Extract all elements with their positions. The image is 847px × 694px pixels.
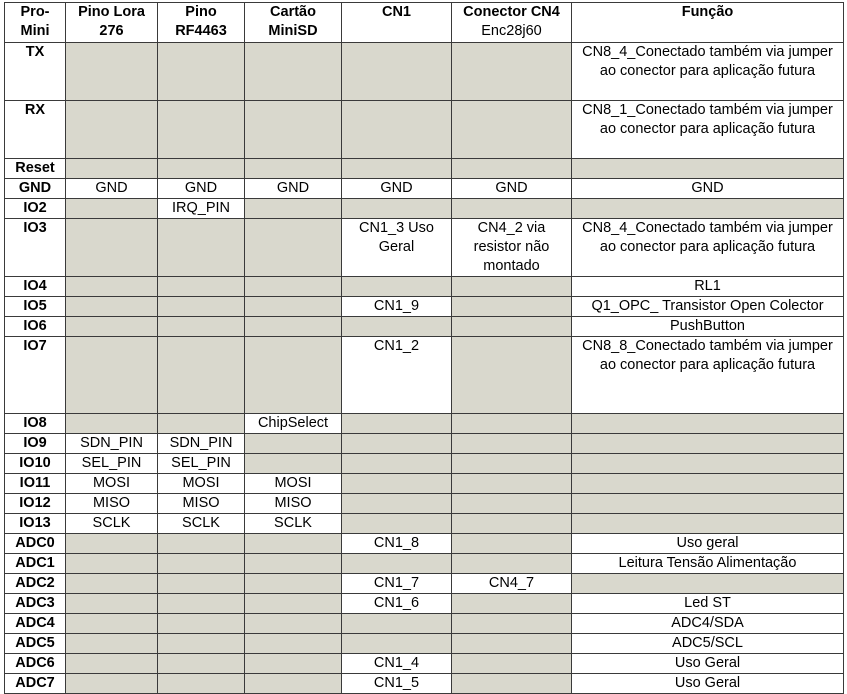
table-row xyxy=(5,474,844,494)
pin-label: ADC3 xyxy=(5,594,66,614)
cell-minisd xyxy=(245,199,342,219)
cell-funcao: Led ST xyxy=(572,594,844,614)
table-row xyxy=(5,199,844,219)
cell-funcao: CN8_4_Conectado também via jumper ao conector para aplicação futura xyxy=(572,219,844,277)
cell-funcao xyxy=(572,514,844,534)
cell-funcao xyxy=(572,474,844,494)
cell-rf4463: SCLK xyxy=(158,514,245,534)
cell-lora xyxy=(66,277,158,297)
cell-lora: SDN_PIN xyxy=(66,434,158,454)
cell-cn1 xyxy=(342,514,452,534)
pin-label: IO11 xyxy=(5,474,66,494)
cell-funcao: CN8_8_Conectado também via jumper ao conector para aplicação futura xyxy=(572,337,844,414)
cell-rf4463 xyxy=(158,634,245,654)
pinout-table xyxy=(4,2,844,694)
cell-lora xyxy=(66,654,158,674)
cell-lora: MOSI xyxy=(66,474,158,494)
cell-cn4 xyxy=(452,414,572,434)
cell-minisd xyxy=(245,614,342,634)
cell-minisd xyxy=(245,219,342,277)
table-row xyxy=(5,414,844,434)
cell-cn1 xyxy=(342,474,452,494)
pin-label: ADC1 xyxy=(5,554,66,574)
cell-cn4 xyxy=(452,674,572,694)
cell-rf4463 xyxy=(158,534,245,554)
table-row xyxy=(5,159,844,179)
cell-minisd: SCLK xyxy=(245,514,342,534)
cell-minisd xyxy=(245,317,342,337)
header-funcao xyxy=(572,3,844,43)
cell-minisd xyxy=(245,594,342,614)
cell-minisd xyxy=(245,277,342,297)
cell-cn4: CN4_7 xyxy=(452,574,572,594)
cell-cn4 xyxy=(452,634,572,654)
table-row xyxy=(5,654,844,674)
cell-lora xyxy=(66,674,158,694)
table-row xyxy=(5,297,844,317)
table-row xyxy=(5,43,844,101)
cell-rf4463 xyxy=(158,654,245,674)
cell-cn1 xyxy=(342,159,452,179)
cell-rf4463 xyxy=(158,159,245,179)
header-label-line: 276 xyxy=(99,23,124,39)
cell-funcao: CN8_1_Conectado também via jumper ao conector para aplicação futura xyxy=(572,101,844,159)
pin-label: IO12 xyxy=(5,494,66,514)
cell-cn1: CN1_2 xyxy=(342,337,452,414)
cell-funcao: PushButton xyxy=(572,317,844,337)
cell-funcao xyxy=(572,454,844,474)
cell-cn1 xyxy=(342,554,452,574)
cell-funcao: ADC4/SDA xyxy=(572,614,844,634)
cell-cn4 xyxy=(452,317,572,337)
cell-minisd: ChipSelect xyxy=(245,414,342,434)
cell-lora xyxy=(66,101,158,159)
header-sublabel: Enc28j60 xyxy=(481,23,542,39)
cell-cn4 xyxy=(452,337,572,414)
header-minisd xyxy=(245,3,342,43)
cell-funcao xyxy=(572,494,844,514)
cell-rf4463 xyxy=(158,674,245,694)
cell-lora xyxy=(66,574,158,594)
pin-label: Reset xyxy=(5,159,66,179)
cell-rf4463 xyxy=(158,317,245,337)
cell-lora xyxy=(66,554,158,574)
cell-rf4463 xyxy=(158,277,245,297)
cell-cn1: CN1_4 xyxy=(342,654,452,674)
cell-cn1: CN1_8 xyxy=(342,534,452,554)
cell-funcao: CN8_4_Conectado também via jumper ao conector para aplicação futura xyxy=(572,43,844,101)
cell-cn1 xyxy=(342,494,452,514)
cell-funcao: Uso Geral xyxy=(572,654,844,674)
table-row xyxy=(5,101,844,159)
cell-minisd xyxy=(245,554,342,574)
cell-minisd: MISO xyxy=(245,494,342,514)
cell-rf4463 xyxy=(158,297,245,317)
cell-funcao xyxy=(572,199,844,219)
table-row xyxy=(5,494,844,514)
cell-minisd xyxy=(245,101,342,159)
header-label-line: Conector CN4 xyxy=(463,4,560,20)
cell-lora xyxy=(66,634,158,654)
cell-lora xyxy=(66,414,158,434)
header-label-line: RF4463 xyxy=(175,23,227,39)
table-row xyxy=(5,454,844,474)
pin-label: ADC5 xyxy=(5,634,66,654)
cell-cn1: CN1_5 xyxy=(342,674,452,694)
pin-label: IO6 xyxy=(5,317,66,337)
cell-rf4463: IRQ_PIN xyxy=(158,199,245,219)
cell-funcao: Uso Geral xyxy=(572,674,844,694)
table-row xyxy=(5,554,844,574)
cell-minisd xyxy=(245,43,342,101)
header-label-line: Pino xyxy=(185,4,217,20)
header-label-line: Função xyxy=(681,4,734,20)
cell-cn4 xyxy=(452,554,572,574)
cell-rf4463 xyxy=(158,337,245,414)
pin-label: TX xyxy=(5,43,66,101)
cell-minisd xyxy=(245,337,342,414)
cell-rf4463 xyxy=(158,43,245,101)
header-cn1 xyxy=(342,3,452,43)
cell-cn1 xyxy=(342,414,452,434)
table-row xyxy=(5,674,844,694)
cell-cn4 xyxy=(452,534,572,554)
cell-rf4463: SDN_PIN xyxy=(158,434,245,454)
cell-funcao xyxy=(572,414,844,434)
cell-lora xyxy=(66,159,158,179)
header-label-line: MiniSD xyxy=(268,23,318,39)
pin-label: IO5 xyxy=(5,297,66,317)
cell-cn4 xyxy=(452,101,572,159)
pin-label: IO8 xyxy=(5,414,66,434)
table-row xyxy=(5,434,844,454)
cell-rf4463: SEL_PIN xyxy=(158,454,245,474)
cell-cn1 xyxy=(342,454,452,474)
pin-label: ADC4 xyxy=(5,614,66,634)
cell-rf4463 xyxy=(158,554,245,574)
table-row xyxy=(5,534,844,554)
header-label-line: Mini xyxy=(20,23,50,39)
cell-minisd xyxy=(245,297,342,317)
cell-lora: SCLK xyxy=(66,514,158,534)
table-row xyxy=(5,574,844,594)
cell-funcao: Uso geral xyxy=(572,534,844,554)
table-row xyxy=(5,594,844,614)
table-row xyxy=(5,317,844,337)
cell-cn1: CN1_6 xyxy=(342,594,452,614)
cell-lora xyxy=(66,297,158,317)
pin-label: ADC6 xyxy=(5,654,66,674)
table-body xyxy=(5,43,844,694)
table-row xyxy=(5,337,844,414)
cell-minisd xyxy=(245,634,342,654)
header-label-line: Cartão xyxy=(270,4,316,20)
cell-cn4 xyxy=(452,297,572,317)
cell-funcao xyxy=(572,434,844,454)
cell-funcao: Leitura Tensão Alimentação xyxy=(572,554,844,574)
cell-rf4463 xyxy=(158,219,245,277)
cell-lora: GND xyxy=(66,179,158,199)
cell-cn4: GND xyxy=(452,179,572,199)
table-row xyxy=(5,179,844,199)
cell-cn1: CN1_9 xyxy=(342,297,452,317)
cell-rf4463: MOSI xyxy=(158,474,245,494)
cell-cn1 xyxy=(342,317,452,337)
cell-rf4463 xyxy=(158,414,245,434)
cell-lora xyxy=(66,219,158,277)
cell-cn4 xyxy=(452,43,572,101)
cell-cn4 xyxy=(452,199,572,219)
cell-cn1 xyxy=(342,101,452,159)
cell-rf4463: MISO xyxy=(158,494,245,514)
cell-rf4463 xyxy=(158,614,245,634)
cell-lora xyxy=(66,614,158,634)
cell-cn4 xyxy=(452,494,572,514)
cell-cn4 xyxy=(452,474,572,494)
pin-label: IO7 xyxy=(5,337,66,414)
cell-cn1: CN1_7 xyxy=(342,574,452,594)
pin-label: IO9 xyxy=(5,434,66,454)
pin-label: RX xyxy=(5,101,66,159)
cell-cn4 xyxy=(452,654,572,674)
cell-cn1 xyxy=(342,199,452,219)
cell-cn4 xyxy=(452,277,572,297)
cell-minisd xyxy=(245,674,342,694)
table-row xyxy=(5,514,844,534)
cell-cn1: CN1_3 Uso Geral xyxy=(342,219,452,277)
cell-minisd: GND xyxy=(245,179,342,199)
cell-cn1 xyxy=(342,634,452,654)
header-lora xyxy=(66,3,158,43)
header-row xyxy=(5,3,844,43)
cell-cn4 xyxy=(452,159,572,179)
cell-lora xyxy=(66,337,158,414)
cell-lora xyxy=(66,594,158,614)
cell-cn4: CN4_2 via resistor não montado xyxy=(452,219,572,277)
cell-cn1 xyxy=(342,277,452,297)
cell-minisd: MOSI xyxy=(245,474,342,494)
pin-label: IO3 xyxy=(5,219,66,277)
cell-lora xyxy=(66,199,158,219)
header-pro-mini xyxy=(5,3,66,43)
table-row xyxy=(5,219,844,277)
cell-lora: SEL_PIN xyxy=(66,454,158,474)
cell-funcao: RL1 xyxy=(572,277,844,297)
table-row xyxy=(5,614,844,634)
header-label-line: CN1 xyxy=(381,4,411,20)
cell-cn1 xyxy=(342,43,452,101)
pin-label: ADC0 xyxy=(5,534,66,554)
cell-funcao xyxy=(572,159,844,179)
header-rf4463 xyxy=(158,3,245,43)
table-row xyxy=(5,634,844,654)
pin-label: IO10 xyxy=(5,454,66,474)
cell-lora xyxy=(66,43,158,101)
cell-minisd xyxy=(245,159,342,179)
cell-minisd xyxy=(245,454,342,474)
cell-lora: MISO xyxy=(66,494,158,514)
pin-label: IO13 xyxy=(5,514,66,534)
cell-funcao xyxy=(572,574,844,594)
cell-cn4 xyxy=(452,514,572,534)
header-label-line: Pro- xyxy=(20,4,50,20)
cell-minisd xyxy=(245,534,342,554)
cell-lora xyxy=(66,534,158,554)
cell-funcao: GND xyxy=(572,179,844,199)
cell-cn1 xyxy=(342,614,452,634)
pin-label: IO2 xyxy=(5,199,66,219)
cell-cn4 xyxy=(452,614,572,634)
header-label-line: Pino Lora xyxy=(78,4,145,20)
pin-label: ADC7 xyxy=(5,674,66,694)
header-cn4 xyxy=(452,3,572,43)
cell-cn4 xyxy=(452,434,572,454)
cell-cn1 xyxy=(342,434,452,454)
cell-funcao: Q1_OPC_ Transistor Open Colector xyxy=(572,297,844,317)
cell-minisd xyxy=(245,654,342,674)
cell-cn1: GND xyxy=(342,179,452,199)
cell-lora xyxy=(66,317,158,337)
pin-label: GND xyxy=(5,179,66,199)
cell-cn4 xyxy=(452,594,572,614)
pin-label: ADC2 xyxy=(5,574,66,594)
cell-minisd xyxy=(245,434,342,454)
cell-cn4 xyxy=(452,454,572,474)
cell-rf4463 xyxy=(158,594,245,614)
cell-rf4463: GND xyxy=(158,179,245,199)
cell-rf4463 xyxy=(158,101,245,159)
cell-minisd xyxy=(245,574,342,594)
cell-rf4463 xyxy=(158,574,245,594)
pin-label: IO4 xyxy=(5,277,66,297)
cell-funcao: ADC5/SCL xyxy=(572,634,844,654)
table-row xyxy=(5,277,844,297)
pinout-document xyxy=(4,2,844,694)
